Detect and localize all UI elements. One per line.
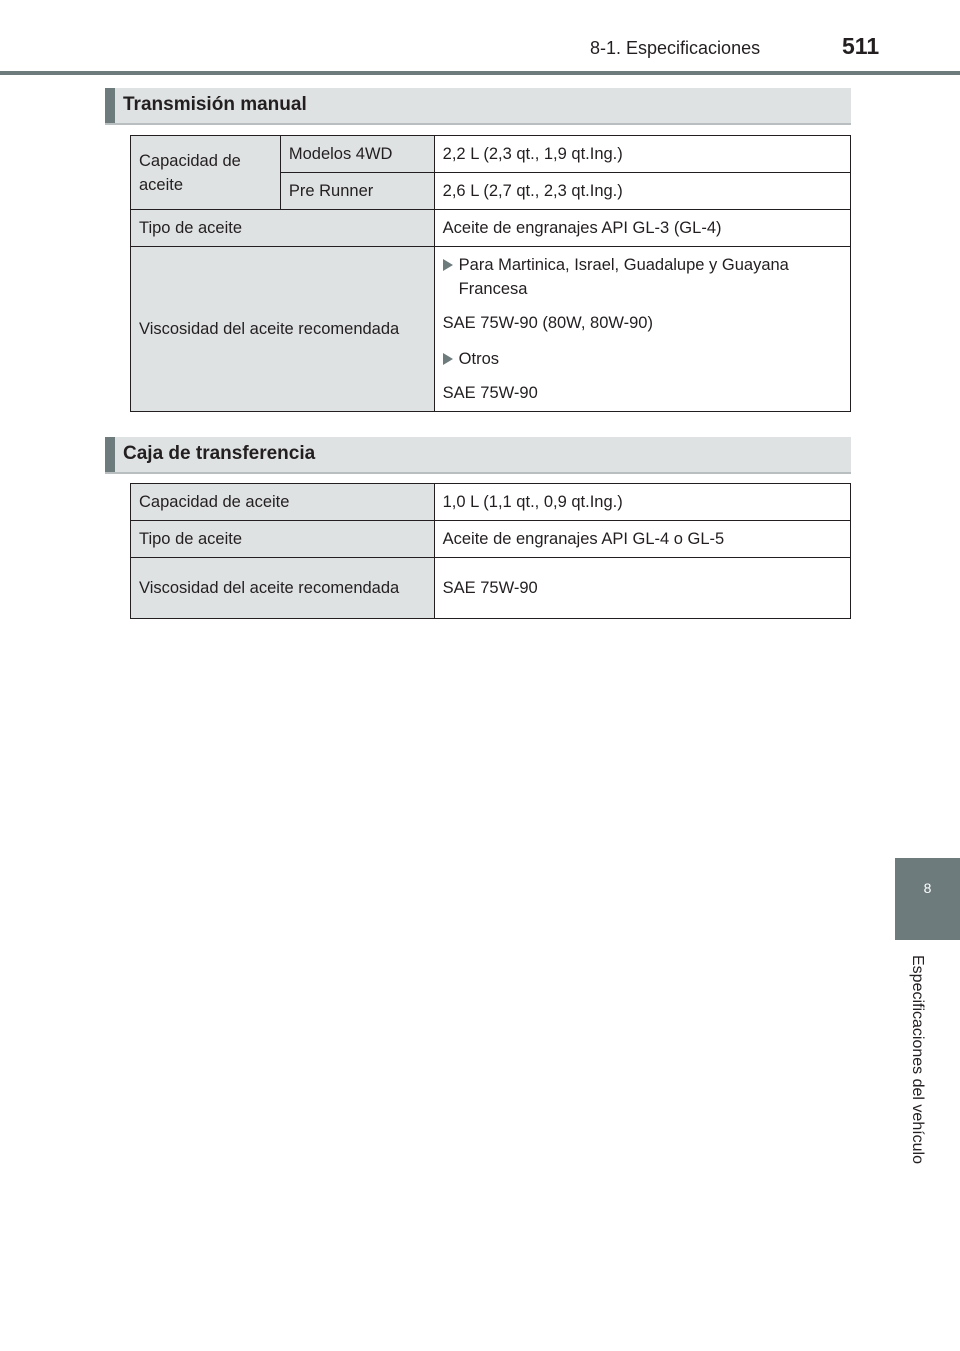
table-row bbox=[131, 484, 851, 521]
model-label: Pre Runner bbox=[280, 173, 434, 210]
table-row bbox=[131, 247, 851, 412]
chapter-tab bbox=[895, 858, 960, 940]
viscosity-condition bbox=[443, 347, 842, 371]
triangle-bullet-icon bbox=[443, 259, 453, 271]
transmision-spec-table bbox=[130, 135, 851, 412]
chapter-side-label: Especificaciones del vehículo bbox=[909, 955, 926, 1165]
chapter-section-title: 8-1. Especificaciones bbox=[590, 38, 761, 58]
section-title: Transmisión manual bbox=[123, 94, 307, 115]
page-number: 511 bbox=[842, 33, 880, 59]
viscosidad-label: Viscosidad del aceite recomendada bbox=[131, 247, 435, 412]
section-accent bbox=[105, 88, 115, 123]
section-header-transmision bbox=[105, 88, 851, 125]
tipo-label: Tipo de aceite bbox=[131, 210, 435, 247]
chapter-number: 8 bbox=[923, 880, 932, 896]
row-label: Capacidad de aceite bbox=[131, 484, 435, 521]
model-label: Modelos 4WD bbox=[280, 136, 434, 173]
tipo-value: Aceite de engranajes API GL-3 (GL-4) bbox=[434, 210, 850, 247]
viscosity-condition bbox=[443, 253, 842, 301]
section-header-transferencia bbox=[105, 437, 851, 474]
triangle-bullet-icon bbox=[443, 353, 453, 365]
table-row bbox=[131, 521, 851, 558]
capacidad-label: Capacidad de aceite bbox=[131, 136, 281, 210]
header-divider bbox=[0, 71, 960, 75]
viscosity-value: SAE 75W-90 (80W, 80W-90) bbox=[442, 314, 653, 332]
table-row bbox=[131, 210, 851, 247]
row-value: Aceite de engranajes API GL-4 o GL-5 bbox=[434, 521, 850, 558]
capacity-value: 2,2 L (2,3 qt., 1,9 qt.Ing.) bbox=[434, 136, 850, 173]
viscosidad-values bbox=[434, 247, 850, 412]
row-value: SAE 75W-90 bbox=[434, 558, 850, 619]
transferencia-spec-table bbox=[130, 483, 851, 619]
condition-text: Otros bbox=[458, 350, 500, 368]
section-title: Caja de transferencia bbox=[123, 443, 316, 464]
section-accent bbox=[105, 437, 115, 472]
row-value: 1,0 L (1,1 qt., 0,9 qt.Ing.) bbox=[434, 484, 850, 521]
row-label: Viscosidad del aceite recomendada bbox=[131, 558, 435, 619]
table-row bbox=[131, 136, 851, 173]
table-row bbox=[131, 558, 851, 619]
row-label: Tipo de aceite bbox=[131, 521, 435, 558]
viscosity-value: SAE 75W-90 bbox=[442, 384, 538, 402]
capacity-value: 2,6 L (2,7 qt., 2,3 qt.Ing.) bbox=[434, 173, 850, 210]
condition-text: Para Martinica, Israel, Guadalupe y Guayana Francesa bbox=[458, 256, 789, 298]
